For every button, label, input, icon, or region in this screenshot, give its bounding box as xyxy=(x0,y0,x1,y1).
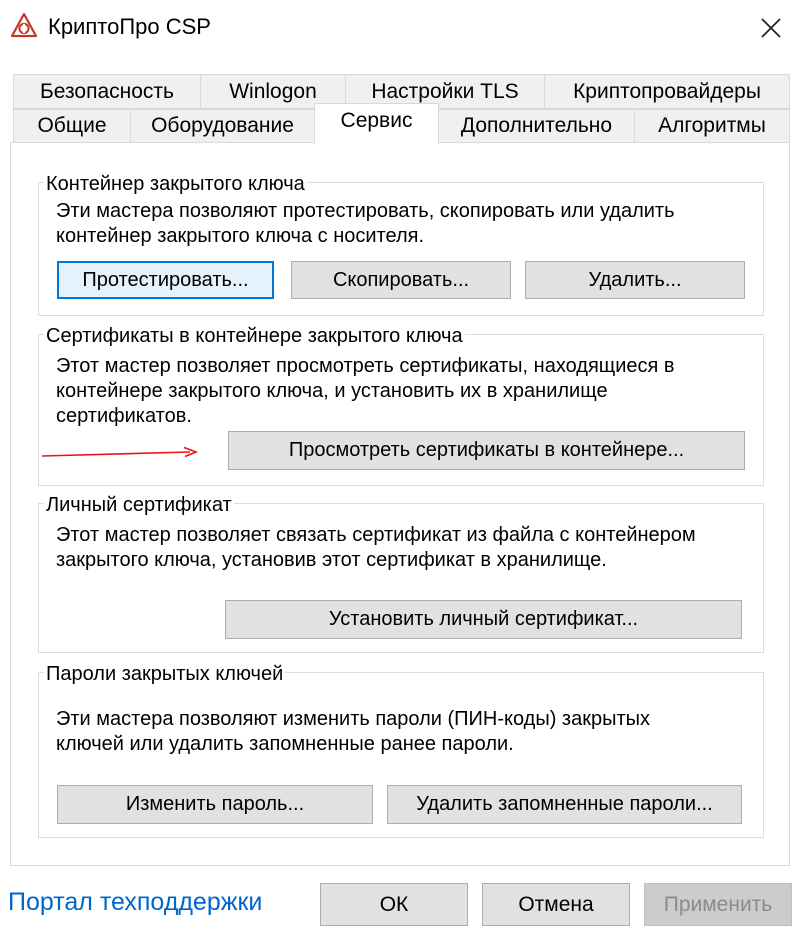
group-title-personal: Личный сертификат xyxy=(46,494,232,516)
personal-description: Этот мастер позволяет связать сертификат из файла с контейнером закрытого ключа, установив этот сертификат в хранилище. xyxy=(56,524,696,571)
install-personal-certificate-button[interactable]: Установить личный сертификат... xyxy=(225,600,742,639)
group-title-container: Контейнер закрытого ключа xyxy=(46,173,305,195)
view-certificates-button[interactable]: Просмотреть сертификаты в контейнере... xyxy=(228,431,745,470)
group-title-certificates: Сертификаты в контейнере закрытого ключа xyxy=(46,325,463,347)
change-password-button[interactable]: Изменить пароль... xyxy=(57,785,373,824)
ok-button[interactable]: ОК xyxy=(320,883,468,926)
window-title: КриптоПро CSP xyxy=(48,14,211,39)
tab-security[interactable]: Безопасность xyxy=(13,74,201,109)
tab-crypto-providers[interactable]: Криптопровайдеры xyxy=(544,74,790,109)
close-icon[interactable] xyxy=(748,6,794,50)
test-container-button[interactable]: Протестировать... xyxy=(57,261,274,299)
cryptopro-logo-icon xyxy=(10,12,38,40)
red-arrow-annotation xyxy=(40,444,200,464)
remove-saved-passwords-button[interactable]: Удалить запомненные пароли... xyxy=(387,785,742,824)
tab-hardware[interactable]: Оборудование xyxy=(130,109,315,143)
container-description: Эти мастера позволяют протестировать, скопировать или удалить контейнер закрытого ключа с носителя. xyxy=(56,200,675,247)
cancel-button[interactable]: Отмена xyxy=(482,883,630,926)
apply-button[interactable]: Применить xyxy=(644,883,792,926)
group-title-passwords: Пароли закрытых ключей xyxy=(46,663,284,685)
title-bar xyxy=(0,0,796,56)
certificates-description: Этот мастер позволяет просмотреть сертификаты, находящиеся в контейнере закрытого ключа, и установить их в хранилище сертификатов. xyxy=(56,355,675,427)
tab-general[interactable]: Общие xyxy=(13,109,131,143)
tab-service[interactable]: Сервис xyxy=(314,103,439,144)
passwords-description: Эти мастера позволяют изменить пароли (ПИН-коды) закрытых ключей или удалить запомненные ранее пароли. xyxy=(56,708,650,755)
tab-advanced[interactable]: Дополнительно xyxy=(438,109,635,143)
tab-winlogon[interactable]: Winlogon xyxy=(200,74,346,109)
tab-algorithms[interactable]: Алгоритмы xyxy=(634,109,790,143)
support-portal-link[interactable]: Портал техподдержки xyxy=(8,888,263,916)
delete-container-button[interactable]: Удалить... xyxy=(525,261,745,299)
copy-container-button[interactable]: Скопировать... xyxy=(291,261,511,299)
tab-tls-settings[interactable]: Настройки TLS xyxy=(345,74,545,109)
